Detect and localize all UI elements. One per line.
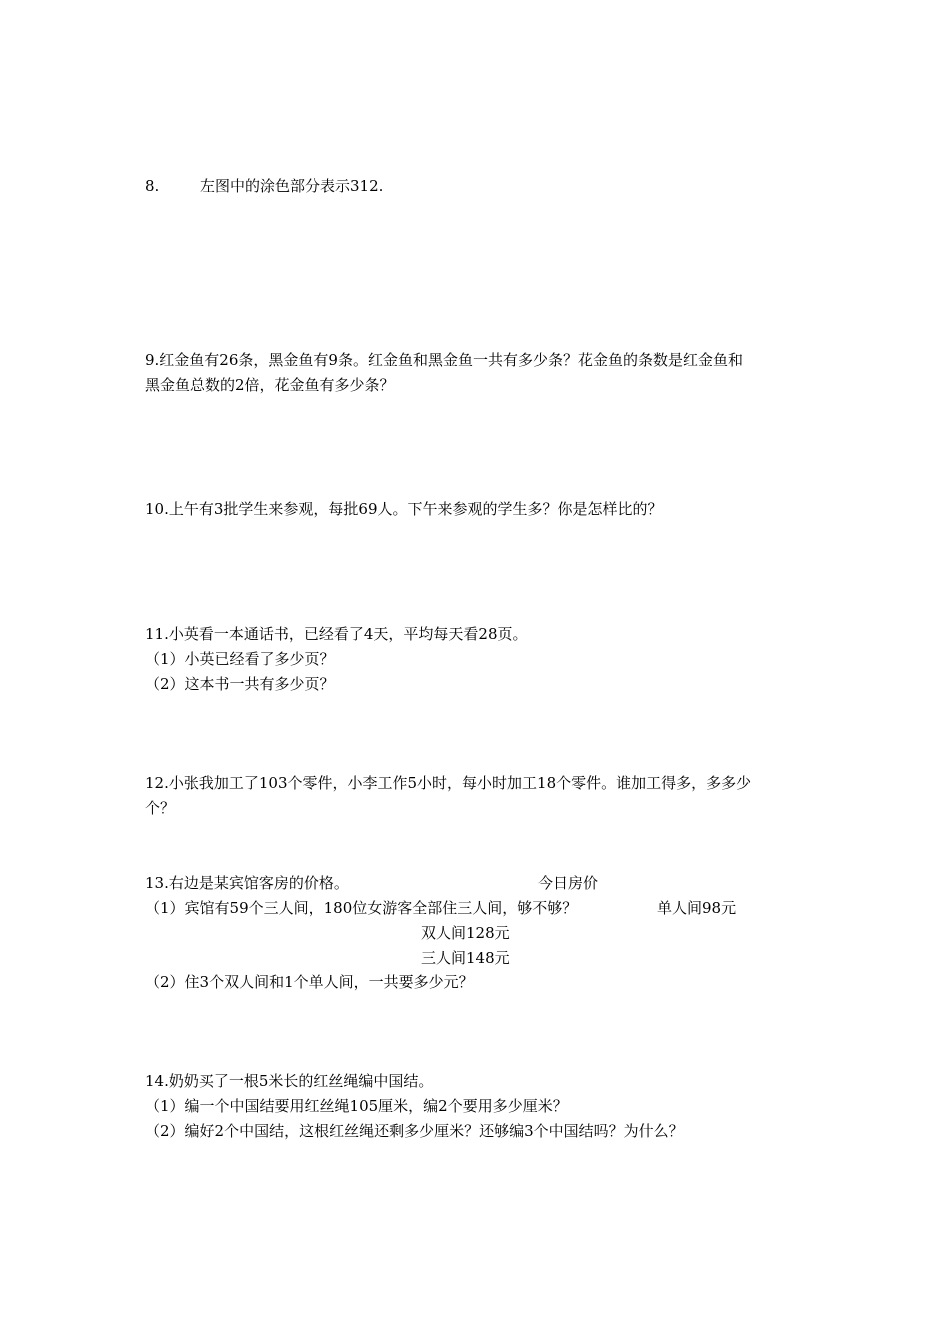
price-triple-room: 三人间148元 [421,949,510,967]
q10-line1: 10.上午有3批学生来参观，每批69人。下午来参观的学生多？你是怎样比的？ [145,500,663,518]
q14-line1: 14.奶奶买了一根5米长的红丝绳编中国结。 [145,1072,434,1090]
q13-sub1: （1）宾馆有59个三人间，180位女游客全部住三人间，够不够？ [145,899,578,917]
q12-line1: 12.小张我加工了103个零件，小李工作5小时，每小时加工18个零件。谁加工得多，多多少 [145,774,752,792]
q11-sub1: （1）小英已经看了多少页？ [145,650,335,668]
q9-line2: 黑金鱼总数的2倍，花金鱼有多少条？ [145,376,395,394]
q9-line1: 9.红金鱼有26条，黑金鱼有9条。红金鱼和黑金鱼一共有多少条？花金鱼的条数是红金鱼和 [145,351,743,369]
q8-text: 左图中的涂色部分表示312. [200,177,384,195]
q14-sub1: （1）编一个中国结要用红丝绳105厘米，编2个要用多少厘米？ [145,1097,568,1115]
price-single-room: 单人间98元 [657,899,737,917]
q13-line1: 13.右边是某宾馆客房的价格。 [145,874,349,892]
q11-sub2: （2）这本书一共有多少页？ [145,675,335,693]
q11-line1: 11.小英看一本通话书，已经看了4天，平均每天看28页。 [145,625,528,643]
q14-sub2: （2）编好2个中国结，这根红丝绳还剩多少厘米？还够编3个中国结吗？为什么？ [145,1122,684,1140]
q8-number: 8. [145,177,160,195]
q12-line2: 个？ [145,799,176,817]
q13-sub2: （2）住3个双人间和1个单人间，一共要多少元？ [145,973,474,991]
price-double-room: 双人间128元 [421,924,510,942]
price-list-title: 今日房价 [538,874,599,892]
